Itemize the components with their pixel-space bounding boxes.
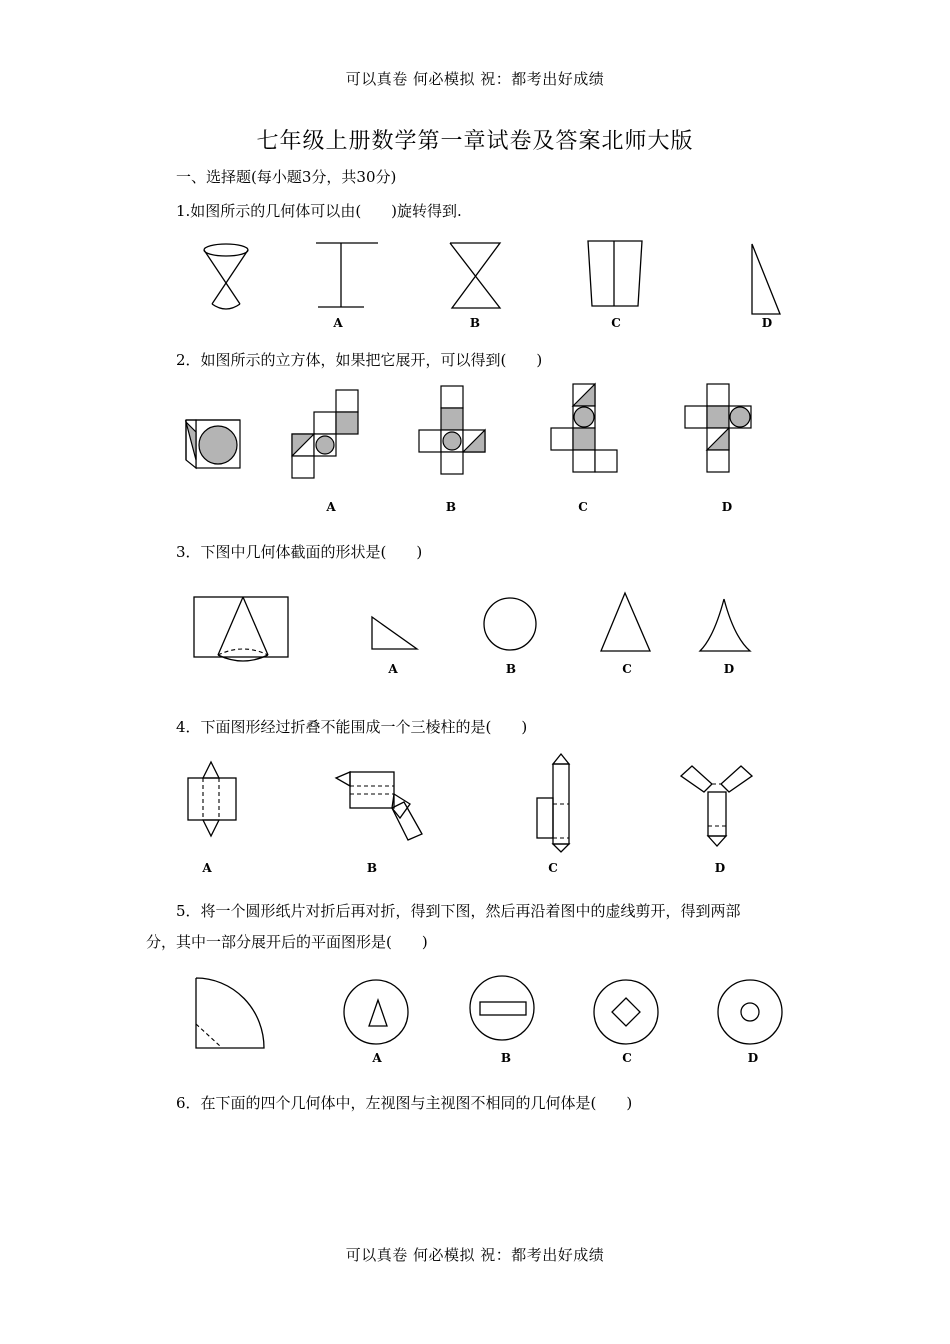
q3-option-b-figure [484, 598, 536, 650]
q5-folded-paper-figure [196, 978, 264, 1048]
q5-option-d-figure [718, 980, 782, 1044]
q5-option-c-figure [594, 980, 658, 1044]
q3-option-c-figure [601, 593, 650, 651]
q5-option-d-label: D [747, 1051, 759, 1065]
question-1-text: 1.如图所示的几何体可以由( )旋转得到. [176, 202, 462, 220]
q4-option-d-net [681, 766, 752, 846]
page-header: 可以真卷 何必模拟 祝：都考出好成绩 [345, 70, 605, 88]
q1-option-d-label: D [761, 316, 773, 330]
q2-option-a-net [292, 390, 358, 478]
q3-option-b-label: B [505, 662, 517, 676]
q2-option-a-label: A [326, 500, 336, 514]
q3-option-a-label: A [388, 662, 398, 676]
question-6-text: 6．在下面的四个几何体中，左视图与主视图不相同的几何体是( ) [176, 1094, 633, 1112]
q1-option-c-label: C [611, 316, 621, 330]
question-1-figures [0, 230, 950, 340]
q1-option-a-figure [316, 243, 378, 307]
q2-option-c-label: C [578, 500, 588, 514]
q1-option-c-figure [588, 241, 642, 306]
q5-option-a-label: A [372, 1051, 382, 1065]
q5-option-a-figure [344, 980, 408, 1044]
page-title: 七年级上册数学第一章试卷及答案北师大版 [256, 129, 694, 154]
q4-option-d-label: D [714, 861, 726, 875]
question-5-figures [0, 972, 950, 1072]
q3-option-c-label: C [622, 662, 632, 676]
question-2-figures [0, 380, 950, 520]
q5-option-c-label: C [622, 1051, 632, 1065]
q1-option-b-figure [450, 243, 500, 308]
q1-option-d-figure [752, 244, 780, 314]
question-3-figures [0, 585, 950, 685]
question-5-text-line2: 分，其中一部分展开后的平面图形是( ) [146, 933, 428, 951]
q4-option-a-label: A [202, 861, 212, 875]
q2-option-c-net [551, 384, 617, 472]
section-title: 一、选择题(每小题3分，共30分) [176, 168, 397, 186]
q4-option-a-net [188, 762, 236, 836]
question-2-text: 2．如图所示的立方体，如果把它展开，可以得到( ) [176, 351, 543, 369]
q2-option-b-net [419, 386, 485, 474]
q1-double-cone-figure [204, 244, 248, 309]
question-4-figures [0, 748, 950, 883]
q2-cube-figure [186, 420, 240, 468]
q3-option-a-figure [372, 617, 417, 649]
q1-option-b-label: B [469, 316, 481, 330]
question-5-text-line1: 5．将一个圆形纸片对折后再对折，得到下图，然后再沿着图中的虚线剪开，得到两部 [176, 902, 741, 920]
q5-option-b-figure [470, 976, 534, 1040]
question-4-text: 4．下面图形经过折叠不能围成一个三棱柱的是( ) [176, 718, 528, 736]
q2-option-d-label: D [721, 500, 733, 514]
q4-option-c-label: C [548, 861, 558, 875]
q3-cone-with-plane-figure [194, 597, 288, 661]
q2-option-d-net [685, 384, 751, 472]
q5-option-b-label: B [500, 1051, 512, 1065]
q1-option-a-label: A [333, 316, 343, 330]
q4-option-c-net [537, 754, 569, 852]
q2-option-b-label: B [445, 500, 457, 514]
q4-option-b-net [336, 772, 422, 840]
q3-option-d-figure [700, 599, 750, 651]
q4-option-b-label: B [366, 861, 378, 875]
q3-option-d-label: D [723, 662, 735, 676]
page-footer: 可以真卷 何必模拟 祝：都考出好成绩 [345, 1246, 605, 1264]
question-3-text: 3．下图中几何体截面的形状是( ) [176, 543, 423, 561]
